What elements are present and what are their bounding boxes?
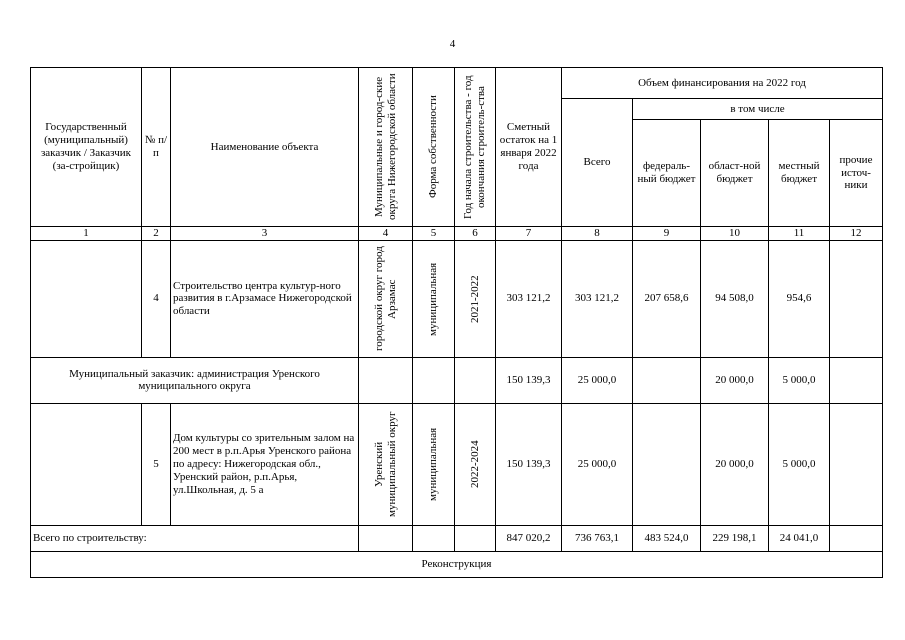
index-cell: 7: [496, 227, 562, 241]
financing-table: [30, 67, 883, 578]
object-name: Строительство центра культур-ного развития в г.Арзамасе Нижегородской области: [171, 240, 359, 357]
header-ownership: [413, 68, 455, 227]
index-cell: 4: [359, 227, 413, 241]
header-total: Всего: [562, 99, 633, 227]
index-cell: 6: [455, 227, 496, 241]
customer-cell: [31, 240, 142, 357]
header-subgroup: в том числе: [633, 99, 883, 120]
district-cell: [359, 403, 413, 525]
section-row: [31, 551, 883, 577]
header-financing-group: Объем финансирования на 2022 год: [562, 68, 883, 99]
header-object-name: Наименование объекта: [171, 68, 359, 227]
district-text: городской округ город Арзамас: [372, 246, 398, 352]
header-regional: област-ной бюджет: [701, 120, 769, 227]
page-number: 4: [449, 38, 456, 50]
index-cell: 1: [31, 227, 142, 241]
row-number: 4: [142, 240, 171, 357]
ownership-text: муниципальная: [427, 262, 440, 336]
row-number: 5: [142, 403, 171, 525]
ownership-cell: [413, 357, 455, 403]
totals-label: Всего по строительству:: [31, 525, 359, 551]
header-years-text: Год начала строительства - год окончания строитель-ства: [462, 75, 487, 219]
years-cell: [455, 357, 496, 403]
header-ownership-text: Форма собственности: [427, 95, 440, 199]
header-district: [359, 68, 413, 227]
table-row: [31, 240, 883, 357]
header-federal: федераль-ный бюджет: [633, 120, 701, 227]
header-estimate: Сметный остаток на 1 января 2022 года: [496, 68, 562, 227]
header-other: прочие источ-ники: [830, 120, 883, 227]
header-row-1: [31, 68, 883, 99]
local-cell: 5 000,0: [769, 403, 830, 525]
other-cell: [830, 525, 883, 551]
years-cell: [455, 240, 496, 357]
years-cell: [455, 403, 496, 525]
district-cell: [359, 240, 413, 357]
regional-cell: 94 508,0: [701, 240, 769, 357]
index-cell: 2: [142, 227, 171, 241]
table-row: [31, 403, 883, 525]
header-local: местный бюджет: [769, 120, 830, 227]
federal-cell: [633, 403, 701, 525]
total-cell: 736 763,1: [562, 525, 633, 551]
index-cell: 11: [769, 227, 830, 241]
section-label: Реконструкция: [31, 551, 883, 577]
regional-cell: 20 000,0: [701, 357, 769, 403]
other-cell: [830, 357, 883, 403]
district-text: Уренский муниципальный округ: [372, 411, 398, 518]
index-row: [31, 227, 883, 241]
years-text: 2021-2022: [468, 275, 481, 323]
object-name: Дом культуры со зрительным залом на 200 мест в р.п.Арья Уренского района по адресу: Нижегородская обл., Уренский район, р.п.Арья, ул.Школьная, д. 5 а: [171, 403, 359, 525]
total-cell: 303 121,2: [562, 240, 633, 357]
customer-label: Муниципальный заказчик: администрация Уренского муниципального округа: [31, 357, 359, 403]
index-cell: 3: [171, 227, 359, 241]
customer-cell: [31, 403, 142, 525]
customer-row: [31, 357, 883, 403]
years-text: 2022-2024: [468, 440, 481, 489]
index-cell: 10: [701, 227, 769, 241]
total-cell: 25 000,0: [562, 403, 633, 525]
header-district-text: Муниципальные и город-ские округа Нижегородской области: [372, 73, 398, 221]
ownership-cell: [413, 403, 455, 525]
regional-cell: 20 000,0: [701, 403, 769, 525]
ownership-text: муниципальная: [427, 427, 440, 502]
index-cell: 9: [633, 227, 701, 241]
local-cell: 5 000,0: [769, 357, 830, 403]
total-cell: 25 000,0: [562, 357, 633, 403]
index-cell: 5: [413, 227, 455, 241]
regional-cell: 229 198,1: [701, 525, 769, 551]
header-customer: Государственный (муниципальный) заказчик / Заказчик (за-стройщик): [31, 68, 142, 227]
ownership-cell: [413, 240, 455, 357]
local-cell: 954,6: [769, 240, 830, 357]
header-number: № п/п: [142, 68, 171, 227]
district-cell: [359, 357, 413, 403]
index-cell: 12: [830, 227, 883, 241]
estimate-cell: 150 139,3: [496, 403, 562, 525]
estimate-cell: 150 139,3: [496, 357, 562, 403]
estimate-cell: 847 020,2: [496, 525, 562, 551]
district-cell: [359, 525, 413, 551]
estimate-cell: 303 121,2: [496, 240, 562, 357]
header-years: [455, 68, 496, 227]
federal-cell: 207 658,6: [633, 240, 701, 357]
years-cell: [455, 525, 496, 551]
other-cell: [830, 403, 883, 525]
totals-row: [31, 525, 883, 551]
local-cell: 24 041,0: [769, 525, 830, 551]
other-cell: [830, 240, 883, 357]
federal-cell: [633, 357, 701, 403]
federal-cell: 483 524,0: [633, 525, 701, 551]
ownership-cell: [413, 525, 455, 551]
index-cell: 8: [562, 227, 633, 241]
